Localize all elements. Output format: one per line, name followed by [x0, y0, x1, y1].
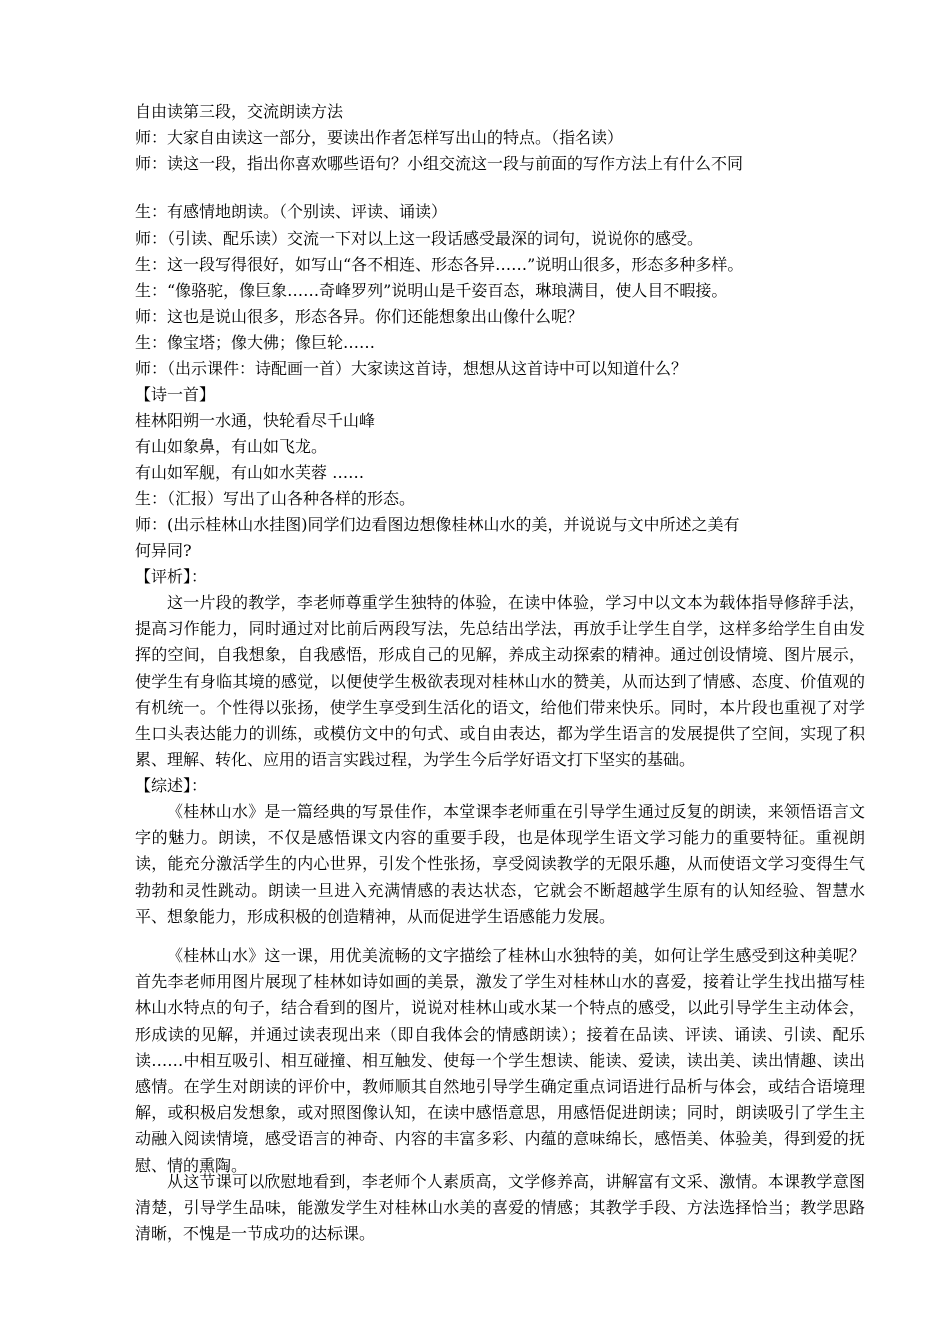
- summary-paragraph-2: 《桂林山水》这一课，用优美流畅的文字描绘了桂林山水独特的美，如何让学生感受到这种美呢？首先李老师用图片展现了桂林如诗如画的美景，激发了学生对桂林山水的喜爱，接着让学生找出描写桂林山水特点的句子，结合看到的图片，说说对桂林山或水某一个特点的感受，以此引导学生主动体会，形成读的见解，并通过读表现出来（即自我体会的情感朗读）；接着在品读、评读、诵读、引读、配乐读……中相互吸引、相互碰撞、相互触发、使每一个学生想读、能读、爱读，读出美、读出情趣、读出感情。在学生对朗读的评价中，教师顺其自然地引导学生确定重点词语进行品析与体会，或结合语境理解，或积极启发想象，或对照图像认知，在读中感悟意思，用感悟促进朗读；同时，朗读吸引了学生主动融入阅读情境，感受语言的神奇、内容的丰富多彩、内蕴的意味绵长，感悟美、体验美，得到爱的抚慰、情的熏陶。: [135, 946, 865, 1175]
- line-teacher-1: 师：大家自由读这一部分，要读出作者怎样写出山的特点。（指名读）: [135, 128, 624, 147]
- line-student-4: 生：像宝塔；像大佛；像巨轮……: [135, 333, 376, 352]
- commentary-paragraph: 这一片段的教学，李老师尊重学生独特的体验，在读中体验，学习中以文本为载体指导修辞手法，提高习作能力，同时通过对比前后两段写法，先总结出学法，再放手让学生自学，这样多给学生自由发挥的空间，自我想象，自我感悟，形成自己的见解，养成主动探索的精神。通过创设情境、图片展示，使学生有身临其境的感觉，以便使学生极欲表现对桂林山水的赞美，从而达到了情感、态度、价值观的有机统一。个性得以张扬，使学生享受到生活化的语文，给他们带来快乐。同时，本片段也重视了对学生口头表达能力的训练，或模仿文中的句式、或自由表达，都为学生语言的发展提供了空间，实现了积累、理解、转化、应用的语言实践过程，为学生今后学好语文打下坚实的基础。: [135, 593, 865, 770]
- summary-paragraph-3: 从这节课可以欣慰地看到，李老师个人素质高，文学修养高，讲解富有文采、激情。本课教学意图清楚，引导学生品味，能激发学生对桂林山水美的喜爱的情感；其教学手段、方法选择恰当；教学思路清晰，不愧是一节成功的达标课。: [135, 1172, 865, 1244]
- commentary-heading: 【评析】：: [135, 567, 208, 586]
- poem-line-3: 有山如军舰，有山如水芙蓉 ……: [135, 463, 365, 482]
- line-teacher-3: 师：（引读、配乐读）交流一下对以上这一段话感受最深的词句，说说你的感受。: [135, 229, 704, 248]
- line-teacher-6-cont: 何异同?: [135, 541, 192, 560]
- poem-heading: 【诗一首】: [135, 385, 216, 404]
- poem-line-1: 桂林阳朔一水通，快轮看尽千山峰: [135, 411, 376, 430]
- line-student-1: 生：有感情地朗读。（个别读、评读、诵读）: [135, 202, 448, 221]
- line-student-3: 生：“像骆驼，像巨象……奇峰罗列”说明山是千姿百态，琳琅满目，使人目不暇接。: [135, 281, 728, 300]
- line-teacher-4: 师：这也是说山很多，形态各异。你们还能想象出山像什么呢？: [135, 307, 584, 326]
- line-teacher-5: 师：（出示课件：诗配画一首）大家读这首诗，想想从这首诗中可以知道什么？: [135, 359, 688, 378]
- line-student-2: 生：这一段写得很好，如写山“各不相连、形态各异……”说明山很多，形态多种多样。: [135, 255, 744, 274]
- summary-heading: 【综述】：: [135, 776, 208, 795]
- line-teacher-2: 师：读这一段，指出你喜欢哪些语句？小组交流这一段与前面的写作方法上有什么不同: [135, 154, 744, 173]
- poem-line-2: 有山如象鼻，有山如飞龙。: [135, 437, 328, 456]
- summary-paragraph-1: 《桂林山水》是一篇经典的写景佳作，本堂课李老师重在引导学生通过反复的朗读，来领悟语言文字的魅力。朗读，不仅是感悟课文内容的重要手段，也是体现学生语文学习能力的重要特征。重视朗读，能充分激活学生的内心世界，引发个性张扬，享受阅读教学的无限乐趣，从而使语文学习变得生气勃勃和灵性跳动。朗读一旦进入充满情感的表达状态，它就会不断超越学生原有的认知经验、智慧水平、想象能力，形成积极的创造精神，从而促进学生语感能力发展。: [135, 802, 865, 926]
- line-instruction: 自由读第三段，交流朗读方法: [135, 102, 344, 121]
- line-teacher-6: 师：(出示桂林山水挂图)同学们边看图边想像桂林山水的美，并说说与文中所述之美有: [135, 515, 740, 534]
- line-student-5: 生：（汇报）写出了山各种各样的形态。: [135, 489, 416, 508]
